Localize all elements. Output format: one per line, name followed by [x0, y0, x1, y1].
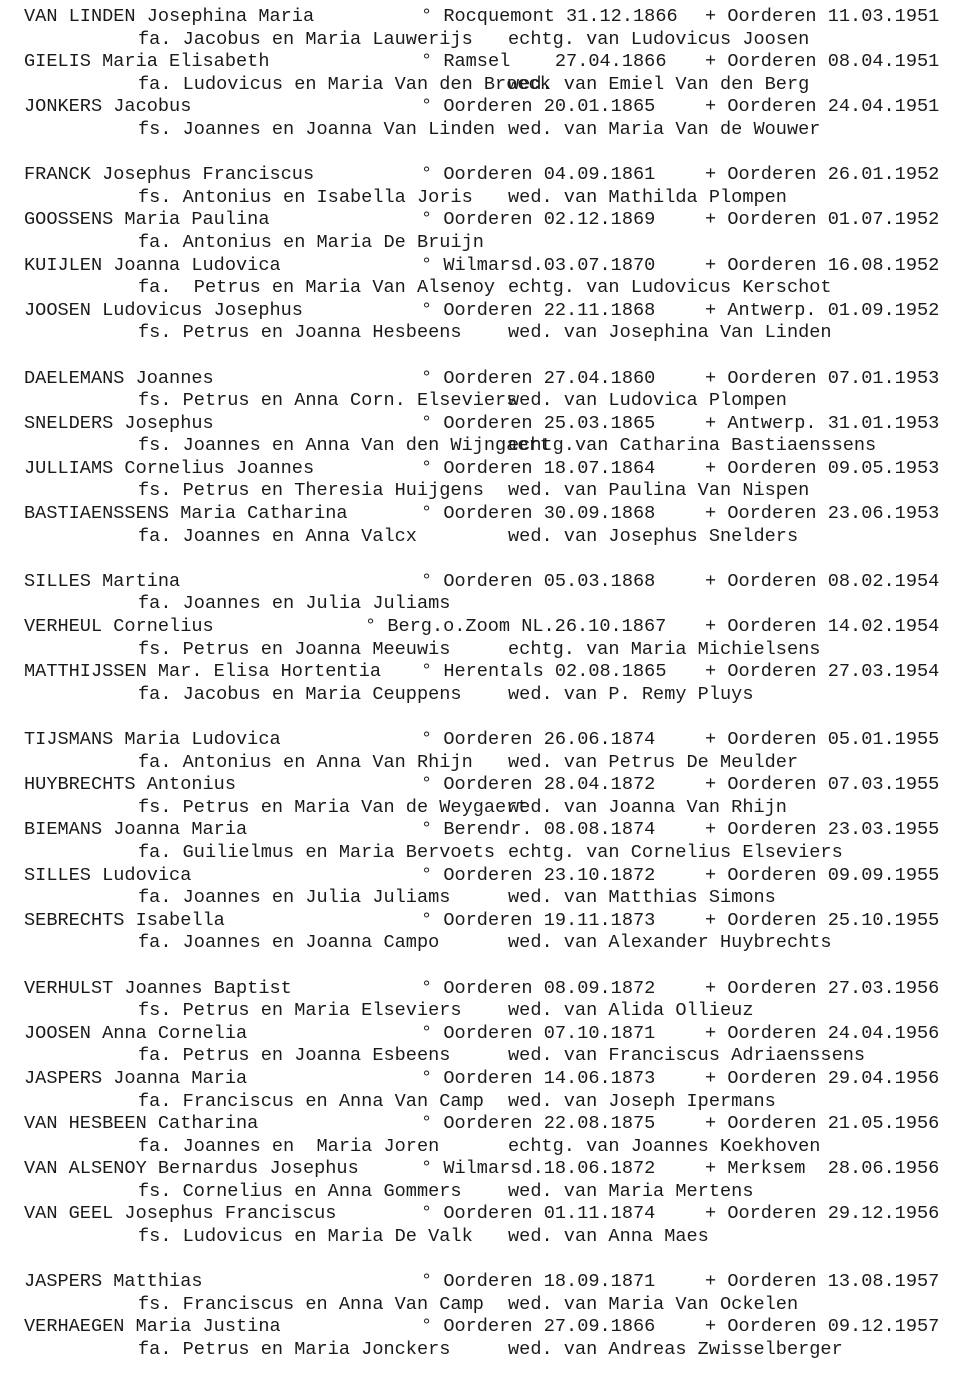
entry-main-line: [24, 368, 954, 391]
death-record: + Oorderen 23.03.1955: [705, 819, 940, 841]
person-name: MATTHIJSSEN Mar. Elisa Hortentia: [24, 661, 382, 683]
death-record: + Oorderen 24.04.1951: [705, 96, 940, 118]
death-record: + Oorderen 09.12.1957: [705, 1316, 940, 1338]
entry-main-line: [24, 910, 954, 933]
year-group: [24, 6, 954, 142]
entry-detail-line: [24, 29, 954, 52]
register-entry: [24, 413, 954, 458]
entry-detail-line: [24, 322, 954, 345]
death-record: + Oorderen 07.03.1955: [705, 774, 940, 796]
parents-text: fa. Ludovicus en Maria Van den Broeck: [138, 73, 551, 95]
entry-main-line: [24, 458, 954, 481]
parents-text: fa. Petrus en Maria Jonckers: [138, 1339, 451, 1361]
person-name: SEBRECHTS Isabella: [24, 909, 225, 931]
register-entry: [24, 571, 954, 616]
entry-detail-line: [24, 119, 954, 142]
parents-text: fa. Antonius en Maria De Bruijn: [138, 231, 484, 253]
entry-main-line: [24, 1113, 954, 1136]
parents-text: fs. Cornelius en Anna Gommers: [138, 1180, 462, 1202]
register-entry: [24, 300, 954, 345]
entry-main-line: [24, 729, 954, 752]
entry-detail-line: [24, 1181, 954, 1204]
parents-text: fs. Joannes en Anna Van den Wijngaert: [138, 435, 551, 457]
entry-main-line: [24, 51, 954, 74]
entry-main-line: [24, 1316, 954, 1339]
spouse-text: wed. van Matthias Simons: [508, 887, 776, 909]
spouse-text: echtg. van Ludovicus Kerschot: [508, 277, 832, 299]
year-group: [24, 368, 954, 549]
year-group: [24, 978, 954, 1249]
death-record: + Oorderen 25.10.1955: [705, 909, 940, 931]
person-name: VERHAEGEN Maria Justina: [24, 1316, 281, 1338]
spouse-text: wed. van Josephina Van Linden: [508, 322, 832, 344]
spouse-text: wed. van Paulina Van Nispen: [508, 480, 810, 502]
death-record: + Antwerp. 31.01.1953: [705, 412, 940, 434]
register-entry: [24, 1068, 954, 1113]
entry-main-line: [24, 978, 954, 1001]
spouse-text: wed. van Josephus Snelders: [508, 525, 799, 547]
parents-text: fs. Petrus en Maria Elseviers: [138, 1000, 462, 1022]
person-name: SNELDERS Josephus: [24, 412, 214, 434]
entry-main-line: [24, 1158, 954, 1181]
spouse-text: wed. van Ludovica Plompen: [508, 390, 787, 412]
spouse-text: echtg. van Maria Michielsens: [508, 638, 821, 660]
entry-main-line: [24, 255, 954, 278]
entry-main-line: [24, 503, 954, 526]
person-name: HUYBRECHTS Antonius: [24, 774, 237, 796]
register-entry: [24, 6, 954, 51]
spouse-text: wed. van Mathilda Plompen: [508, 186, 787, 208]
register-entry: [24, 255, 954, 300]
spouse-text: wed. van Alida Ollieuz: [508, 1000, 754, 1022]
death-record: + Oorderen 07.01.1953: [705, 367, 940, 389]
spouse-text: wed. van Anna Maes: [508, 1226, 709, 1248]
death-record: + Antwerp. 01.09.1952: [705, 299, 940, 321]
death-record: + Oorderen 05.01.1955: [705, 729, 940, 750]
death-record: + Oorderen 29.12.1956: [705, 1203, 940, 1225]
register-entry: [24, 819, 954, 864]
person-name: DAELEMANS Joannes: [24, 367, 214, 389]
spouse-text: wed. van Joanna Van Rhijn: [508, 796, 787, 818]
birth-record: ° Berg.o.Zoom NL.26.10.1867: [365, 616, 667, 638]
register-entry: [24, 978, 954, 1023]
spouse-text: wed. van Emiel Van den Berg: [508, 73, 810, 95]
register-entry: [24, 96, 954, 141]
parents-text: fs. Petrus en Anna Corn. Elseviers: [138, 390, 518, 412]
entry-main-line: [24, 1023, 954, 1046]
register-entry: [24, 865, 954, 910]
birth-record: ° Oorderen 18.07.1864: [421, 457, 656, 479]
year-group: [24, 571, 954, 707]
entry-main-line: [24, 819, 954, 842]
person-name: JONKERS Jacobus: [24, 96, 192, 118]
entry-detail-line: [24, 593, 954, 616]
entry-detail-line: [24, 1226, 954, 1249]
person-name: VERHEUL Cornelius: [24, 616, 214, 638]
spouse-text: wed. van Alexander Huybrechts: [508, 932, 832, 954]
entry-detail-line: [24, 684, 954, 707]
death-record: + Oorderen 21.05.1956: [705, 1113, 940, 1135]
birth-record: ° Rocquemont 31.12.1866: [421, 6, 678, 27]
person-name: GIELIS Maria Elisabeth: [24, 51, 270, 73]
entry-main-line: [24, 1271, 954, 1294]
register-entry: [24, 209, 954, 254]
death-record: + Oorderen 23.06.1953: [705, 503, 940, 525]
entry-detail-line: [24, 932, 954, 955]
spouse-text: wed. van Maria Van Ockelen: [508, 1293, 799, 1315]
death-record: + Oorderen 08.04.1951: [705, 51, 940, 73]
entry-detail-line: [24, 74, 954, 97]
parents-text: fa. Joannes en Julia Juliams: [138, 593, 451, 615]
person-name: SILLES Ludovica: [24, 864, 192, 886]
birth-record: ° Oorderen 25.03.1865: [421, 412, 656, 434]
death-record: + Oorderen 09.05.1953: [705, 457, 940, 479]
entry-detail-line: [24, 1339, 954, 1362]
death-record: + Oorderen 16.08.1952: [705, 254, 940, 276]
birth-record: ° Oorderen 02.12.1869: [421, 209, 656, 231]
birth-record: ° Oorderen 23.10.1872: [421, 864, 656, 886]
spouse-text: wed. van Joseph Ipermans: [508, 1090, 776, 1112]
entry-detail-line: [24, 232, 954, 255]
person-name: TIJSMANS Maria Ludovica: [24, 729, 281, 750]
birth-record: ° Oorderen 18.09.1871: [421, 1271, 656, 1293]
entry-detail-line: [24, 1091, 954, 1114]
register-entry: [24, 616, 954, 661]
spouse-text: wed. van Franciscus Adriaenssens: [508, 1045, 866, 1067]
parents-text: fs. Petrus en Theresia Huijgens: [138, 480, 484, 502]
year-group: [24, 1271, 954, 1361]
parents-text: fs. Franciscus en Anna Van Camp: [138, 1293, 484, 1315]
entry-main-line: [24, 6, 954, 29]
person-name: JASPERS Joanna Maria: [24, 1067, 248, 1089]
death-record: + Oorderen 01.07.1952: [705, 209, 940, 231]
entry-detail-line: [24, 1000, 954, 1023]
birth-record: ° Herentals 02.08.1865: [421, 661, 667, 683]
death-record: + Oorderen 14.02.1954: [705, 616, 940, 638]
person-name: VERHULST Joannes Baptist: [24, 977, 292, 999]
entry-detail-line: [24, 1294, 954, 1317]
entry-detail-line: [24, 277, 954, 300]
entry-detail-line: [24, 1136, 954, 1159]
spouse-text: wed. van P. Remy Pluys: [508, 683, 754, 705]
parents-text: fa. Joannes en Joanna Campo: [138, 932, 440, 954]
person-name: VAN LINDEN Josephina Maria: [24, 6, 315, 27]
person-name: FRANCK Josephus Franciscus: [24, 164, 315, 186]
death-record: + Oorderen 11.03.1951: [705, 6, 940, 27]
register-entry: [24, 458, 954, 503]
death-record: + Oorderen 24.04.1956: [705, 1022, 940, 1044]
birth-record: ° Oorderen 30.09.1868: [421, 503, 656, 525]
parents-text: fs. Antonius en Isabella Joris: [138, 186, 473, 208]
entry-detail-line: [24, 639, 954, 662]
parents-text: fa. Joannes en Anna Valcx: [138, 525, 417, 547]
person-name: VAN ALSENOY Bernardus Josephus: [24, 1158, 359, 1180]
parents-text: fs. Petrus en Joanna Hesbeens: [138, 322, 462, 344]
death-record: + Merksem 28.06.1956: [705, 1158, 940, 1180]
year-group: [24, 164, 954, 345]
entry-main-line: [24, 164, 954, 187]
person-name: JOOSEN Anna Cornelia: [24, 1022, 248, 1044]
register-entry: [24, 1271, 954, 1316]
spouse-text: echtg. van Ludovicus Joosen: [508, 28, 810, 50]
spouse-text: echtg.van Catharina Bastiaenssens: [508, 435, 877, 457]
parents-text: fs. Petrus en Joanna Meeuwis: [138, 638, 451, 660]
entry-detail-line: [24, 752, 954, 775]
birth-record: ° Wilmarsd.03.07.1870: [421, 254, 656, 276]
entry-main-line: [24, 865, 954, 888]
entry-main-line: [24, 1068, 954, 1091]
entry-detail-line: [24, 797, 954, 820]
entry-detail-line: [24, 390, 954, 413]
register-entry: [24, 1113, 954, 1158]
person-name: VAN GEEL Josephus Franciscus: [24, 1203, 337, 1225]
register-entry: [24, 910, 954, 955]
death-record: + Oorderen 08.02.1954: [705, 570, 940, 592]
person-name: GOOSSENS Maria Paulina: [24, 209, 270, 231]
entry-main-line: [24, 571, 954, 594]
entry-main-line: [24, 413, 954, 436]
birth-record: ° Oorderen 14.06.1873: [421, 1067, 656, 1089]
person-name: BIEMANS Joanna Maria: [24, 819, 248, 841]
entry-main-line: [24, 616, 954, 639]
parents-text: fa. Petrus en Joanna Esbeens: [138, 1045, 451, 1067]
birth-record: ° Oorderen 20.01.1865: [421, 96, 656, 118]
entry-detail-line: [24, 887, 954, 910]
birth-record: ° Oorderen 05.03.1868: [421, 570, 656, 592]
entry-main-line: [24, 96, 954, 119]
person-name: SILLES Martina: [24, 570, 181, 592]
birth-record: ° Ramsel 27.04.1866: [421, 51, 667, 73]
parents-text: fa. Joannes en Julia Juliams: [138, 887, 451, 909]
register-entry: [24, 1203, 954, 1248]
birth-record: ° Oorderen 26.06.1874: [421, 729, 656, 750]
entry-main-line: [24, 209, 954, 232]
spouse-text: wed. van Andreas Zwisselberger: [508, 1339, 843, 1361]
death-register-page: [24, 6, 954, 1362]
entry-detail-line: [24, 480, 954, 503]
entry-detail-line: [24, 435, 954, 458]
register-entry: [24, 503, 954, 548]
entry-main-line: [24, 774, 954, 797]
spouse-text: wed. van Petrus De Meulder: [508, 751, 799, 773]
entry-detail-line: [24, 1045, 954, 1068]
person-name: JOOSEN Ludovicus Josephus: [24, 299, 303, 321]
death-record: + Oorderen 26.01.1952: [705, 164, 940, 186]
birth-record: ° Oorderen 01.11.1874: [421, 1203, 656, 1225]
parents-text: fa. Guilielmus en Maria Bervoets: [138, 841, 496, 863]
parents-text: fs. Joannes en Joanna Van Linden: [138, 118, 496, 140]
register-entry: [24, 1316, 954, 1361]
birth-record: ° Oorderen 22.11.1868: [421, 299, 656, 321]
person-name: KUIJLEN Joanna Ludovica: [24, 254, 281, 276]
death-record: + Oorderen 27.03.1954: [705, 661, 940, 683]
person-name: JULLIAMS Cornelius Joannes: [24, 457, 315, 479]
parents-text: fa. Antonius en Anna Van Rhijn: [138, 751, 473, 773]
entry-main-line: [24, 1203, 954, 1226]
year-group: [24, 729, 954, 955]
parents-text: fa. Jacobus en Maria Lauwerijs: [138, 28, 473, 50]
parents-text: fa. Petrus en Maria Van Alsenoy: [138, 277, 496, 299]
parents-text: fa. Jacobus en Maria Ceuppens: [138, 683, 462, 705]
parents-text: fa. Franciscus en Anna Van Camp: [138, 1090, 484, 1112]
register-entry: [24, 661, 954, 706]
birth-record: ° Oorderen 28.04.1872: [421, 774, 656, 796]
register-entry: [24, 774, 954, 819]
birth-record: ° Oorderen 04.09.1861: [421, 164, 656, 186]
register-entry: [24, 1023, 954, 1068]
birth-record: ° Oorderen 27.09.1866: [421, 1316, 656, 1338]
spouse-text: wed. van Maria Van de Wouwer: [508, 118, 821, 140]
death-record: + Oorderen 13.08.1957: [705, 1271, 940, 1293]
spouse-text: wed. van Maria Mertens: [508, 1180, 754, 1202]
person-name: JASPERS Matthias: [24, 1271, 203, 1293]
entry-detail-line: [24, 842, 954, 865]
register-entry: [24, 51, 954, 96]
parents-text: fs. Ludovicus en Maria De Valk: [138, 1226, 473, 1248]
birth-record: ° Oorderen 27.04.1860: [421, 367, 656, 389]
birth-record: ° Oorderen 22.08.1875: [421, 1113, 656, 1135]
birth-record: ° Oorderen 19.11.1873: [421, 909, 656, 931]
death-record: + Oorderen 09.09.1955: [705, 864, 940, 886]
spouse-text: echtg. van Cornelius Elseviers: [508, 841, 843, 863]
entry-main-line: [24, 300, 954, 323]
parents-text: fs. Petrus en Maria Van de Weygaert: [138, 796, 529, 818]
register-entry: [24, 729, 954, 774]
parents-text: fa. Joannes en Maria Joren: [138, 1135, 440, 1157]
birth-record: ° Wilmarsd.18.06.1872: [421, 1158, 656, 1180]
birth-record: ° Berendr. 08.08.1874: [421, 819, 656, 841]
person-name: BASTIAENSSENS Maria Catharina: [24, 503, 348, 525]
entry-main-line: [24, 661, 954, 684]
person-name: VAN HESBEEN Catharina: [24, 1113, 259, 1135]
death-record: + Oorderen 29.04.1956: [705, 1067, 940, 1089]
spouse-text: echtg. van Joannes Koekhoven: [508, 1135, 821, 1157]
register-entry: [24, 1158, 954, 1203]
register-entry: [24, 164, 954, 209]
death-record: + Oorderen 27.03.1956: [705, 977, 940, 999]
register-entry: [24, 368, 954, 413]
birth-record: ° Oorderen 08.09.1872: [421, 977, 656, 999]
birth-record: ° Oorderen 07.10.1871: [421, 1022, 656, 1044]
entry-detail-line: [24, 526, 954, 549]
entry-detail-line: [24, 187, 954, 210]
